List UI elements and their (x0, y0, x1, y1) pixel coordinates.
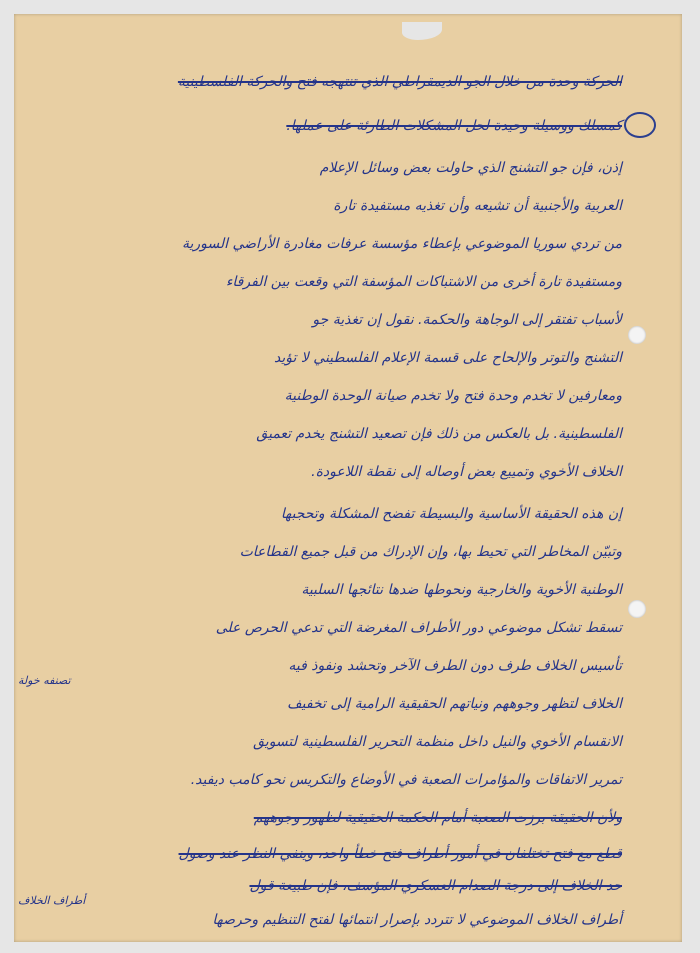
text-line: الوطنية الأخوية والخارجية ونحوطها ضدها نتائجها السلبية (301, 582, 622, 598)
manuscript-page (14, 14, 682, 942)
text-line: إذن، فإن جو التشنج الذي حاولت بعض وسائل الإعلام (319, 160, 622, 176)
text-line: ومستفيدة تارة أخرى من الاشتباكات المؤسفة التي وقعت بين الفرقاء (225, 274, 622, 290)
margin-note: أطراف الخلاف (18, 894, 86, 907)
text-line: قطع مع فتح تختلفان في أمور أطراف فتح خطأ واحد، وينفي النظر عند وصول (178, 846, 622, 862)
punch-hole-bottom (628, 600, 646, 618)
text-line: وتبيّن المخاطر التي تحيط بها، وإن الإدراك من قبل جميع القطاعات (239, 544, 622, 560)
text-line: الحركة وحدة من خلال الجو الديمقراطي الذي تنتهجه فتح والحركة الفلسطينية (177, 74, 622, 90)
text-line: الخلاف لتظهر وجوههم ونياتهم الحقيقية الرامية إلى تخفيف (287, 696, 622, 712)
text-line: أطراف الخلاف الموضوعي لا تتردد بإصرار انتمائها لفتح التنظيم وحرصها (212, 912, 622, 928)
text-line: تأسيس الخلاف طرف دون الطرف الآخر وتحشد ونفوذ فيه (288, 658, 622, 674)
text-line: ومعارفين لا تخدم وحدة فتح ولا تخدم صيانة الوحدة الوطنية (284, 388, 622, 404)
text-line: الفلسطينية. بل بالعكس من ذلك فإن تصعيد التشنج يخدم تعميق (256, 426, 622, 442)
text-line: تسقط تشكل موضوعي دور الأطراف المغرضة التي تدعي الحرص على (215, 620, 622, 636)
torn-edge (402, 22, 442, 40)
text-line: ولأن الحقيقة برزت الصعبة أمام الحكمة الحقيقية لظهور وجوههم (253, 810, 622, 826)
text-line: حد الخلاف إلى درجة الصدام العسكري المؤسف، فإن طبيعة قول (249, 878, 622, 894)
punch-hole-top (628, 326, 646, 344)
text-line: كمسلك ووسيلة وحيدة لحل المشكلات الطارئة على عملها. (286, 118, 622, 134)
text-line: التشنج والتوتر والإلحاح على قسمة الإعلام الفلسطيني لا تؤيد (274, 350, 622, 366)
margin-note: تصنفه خولة (18, 674, 71, 687)
text-line: تمرير الاتفاقات والمؤامرات الصعبة في الأوضاع والتكريس نحو كامب ديفيد. (190, 772, 622, 788)
text-line: العربية والأجنبية أن تشيعه وأن تغذيه مستفيدة تارة (333, 198, 622, 214)
text-line: الانقسام الأخوي والنيل داخل منظمة التحرير الفلسطينية لتسويق (253, 734, 622, 750)
text-line: لأسباب تفتقر إلى الوجاهة والحكمة. نقول إن تغذية جو (312, 312, 622, 328)
text-line: من تردي سوريا الموضوعي بإعطاء مؤسسة عرفات مغادرة الأراضي السورية (181, 236, 622, 252)
text-line: الخلاف الأخوي وتمييع بعض أوصاله إلى نقطة اللاعودة. (311, 464, 622, 480)
page-number-mark (624, 112, 656, 138)
text-line: إن هذه الحقيقة الأساسية والبسيطة تفضح المشكلة وتحجبها (280, 506, 622, 522)
